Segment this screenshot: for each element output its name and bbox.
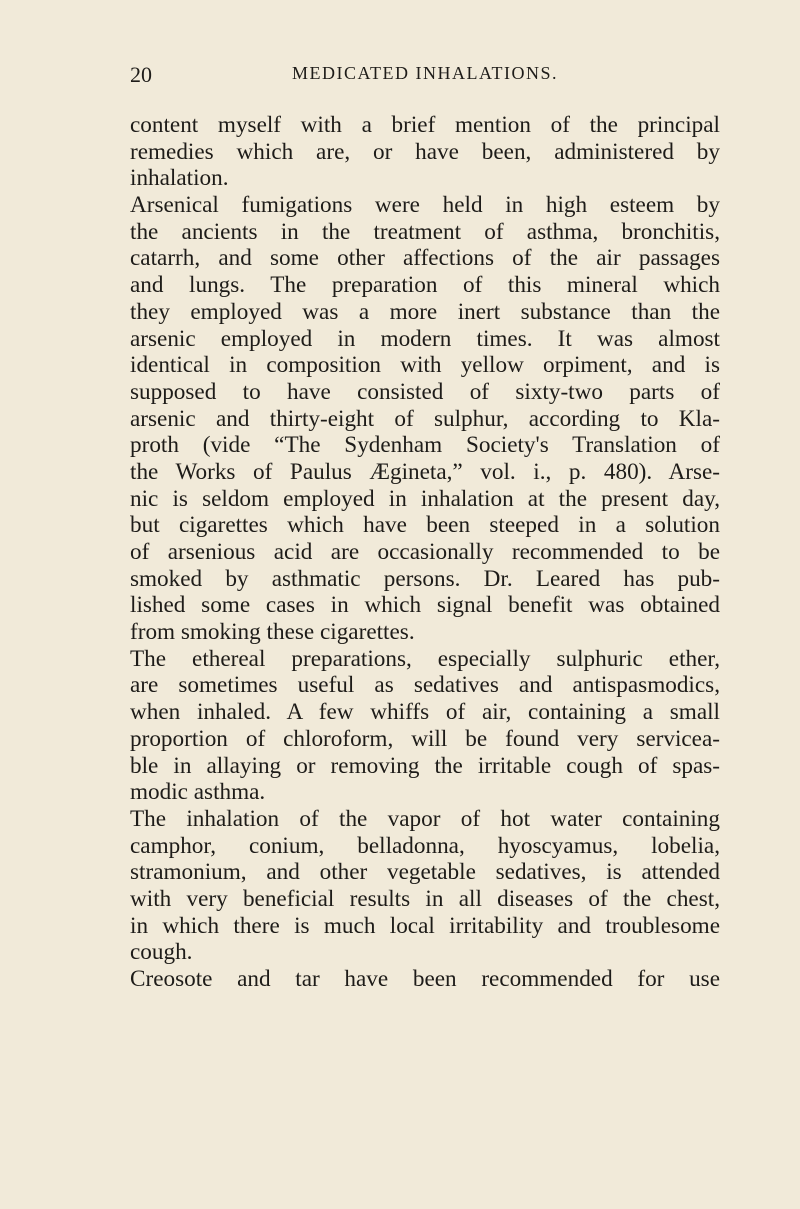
text-line: proportion of chloroform, will be found very servicea-: [130, 725, 720, 752]
text-line: supposed to have consisted of sixty-two parts of: [130, 378, 720, 405]
text-line: camphor, conium, belladonna, hyoscyamus, lobelia,: [130, 832, 720, 859]
text-line: when inhaled. A few whiffs of air, containing a small: [130, 699, 720, 726]
page-number: 20: [130, 62, 152, 87]
text-line: arsenic and thirty-eight of sulphur, according to Kla-: [130, 405, 720, 432]
text-line: cough.: [130, 939, 193, 966]
text-line: proth (vide “The Sydenham Society's Translation of: [130, 432, 720, 459]
text-line: identical in composition with yellow orpiment, and is: [130, 352, 720, 379]
text-line: inhalation.: [130, 165, 229, 192]
text-line: stramonium, and other vegetable sedatives, is attended: [130, 859, 720, 886]
text-line: Creosote and tar have been recommended for use: [130, 966, 720, 992]
text-line: The inhalation of the vapor of hot water containing: [130, 805, 720, 832]
text-line: catarrh, and some other affections of the air passages: [130, 245, 720, 272]
text-line: content myself with a brief mention of the principal: [130, 112, 720, 138]
text-line: but cigarettes which have been steeped in a solution: [130, 512, 720, 539]
text-line: remedies which are, or have been, administered by: [130, 138, 720, 165]
running-title: MEDICATED INHALATIONS.: [292, 63, 558, 83]
body-text: [130, 112, 720, 993]
text-line: nic is seldom employed in inhalation at the present day,: [130, 485, 720, 512]
text-line: The ethereal preparations, especially sulphuric ether,: [130, 645, 720, 672]
text-line: arsenic employed in modern times. It was almost: [130, 325, 720, 352]
text-line: in which there is much local irritability and troublesome: [130, 912, 720, 939]
text-line: Arsenical fumigations were held in high esteem by: [130, 192, 720, 219]
text-line: they employed was a more inert substance than the: [130, 298, 720, 325]
text-line: and lungs. The preparation of this mineral which: [130, 272, 720, 299]
text-line: with very beneficial results in all diseases of the chest,: [130, 885, 720, 912]
page-header: [130, 62, 720, 86]
text-line: lished some cases in which signal benefit was obtained: [130, 592, 720, 619]
text-line: smoked by asthmatic persons. Dr. Leared has pub-: [130, 565, 720, 592]
text-line: of arsenious acid are occasionally recommended to be: [130, 539, 720, 565]
text-line: the Works of Paulus Ægineta,” vol. i., p. 480). Arse-: [130, 458, 720, 485]
text-line: ble in allaying or removing the irritable cough of spas-: [130, 752, 720, 779]
text-line: the ancients in the treatment of asthma, bronchitis,: [130, 218, 720, 245]
text-line: from smoking these cigarettes.: [130, 619, 415, 646]
text-line: are sometimes useful as sedatives and antispasmodics,: [130, 672, 720, 699]
text-line: modic asthma.: [130, 779, 266, 806]
